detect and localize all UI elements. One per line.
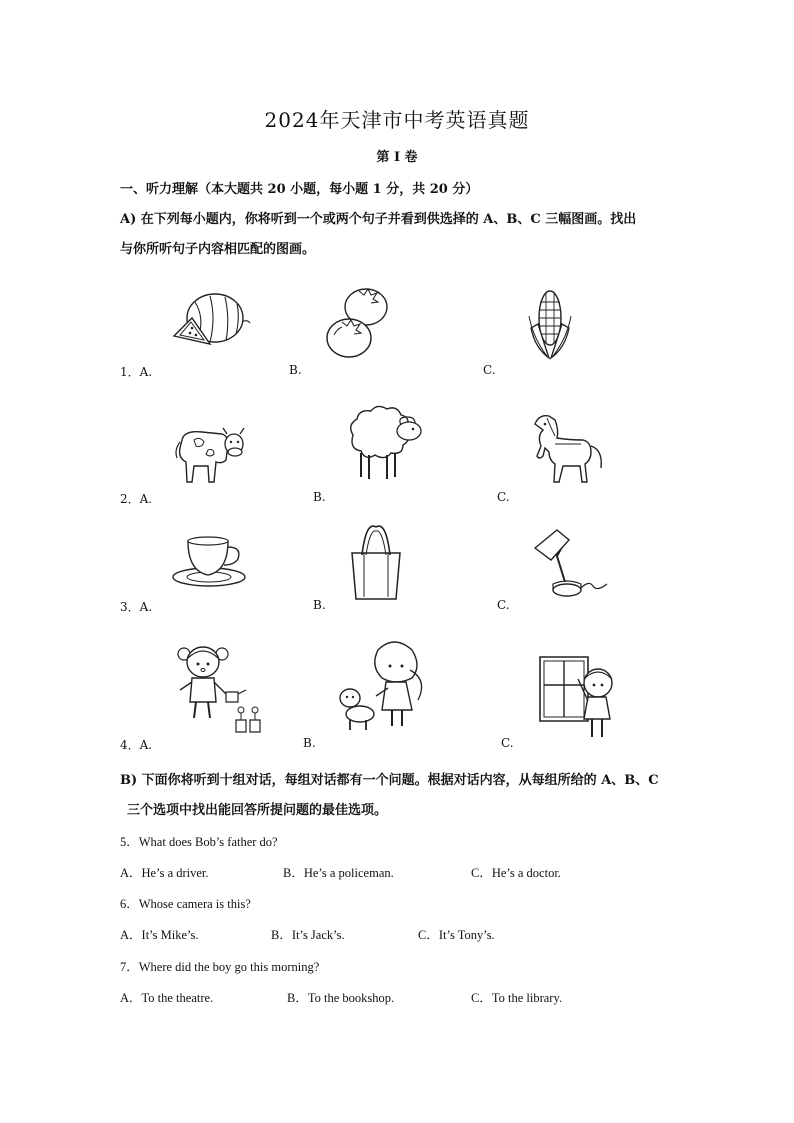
girl-feeding-dog-icon bbox=[336, 640, 436, 732]
q5-option-c: C．He’s a doctor. bbox=[471, 866, 561, 880]
q6-option-a: A．It’s Mike’s. bbox=[120, 928, 199, 942]
q3-option-b: B. bbox=[313, 598, 326, 612]
part-a-instruction-line2: 与你所听句子内容相匹配的图画。 bbox=[120, 242, 316, 257]
girl-cleaning-window-icon bbox=[538, 655, 618, 739]
q3-option-a: 3．A. bbox=[120, 600, 153, 614]
question-7: 7．Where did the boy go this morning? bbox=[120, 960, 320, 974]
q4-option-b: B. bbox=[303, 736, 316, 750]
desk-lamp-icon bbox=[527, 526, 609, 600]
q6-option-c: C．It’s Tony’s. bbox=[418, 928, 495, 942]
q2-option-c: C. bbox=[497, 490, 510, 504]
q2-option-b: B. bbox=[313, 490, 326, 504]
watermelon-icon bbox=[170, 292, 252, 354]
sheep-icon bbox=[343, 405, 425, 481]
section-heading: 一、听力理解（本大题共 20 小题，每小题 1 分，共 20 分） bbox=[120, 182, 479, 197]
q4-option-a: 4．A. bbox=[120, 738, 153, 752]
part-b-instruction-line1: B) 下面你将听到十组对话，每组对话都有一个问题。根据对话内容，从每组所给的 A、B、C bbox=[120, 773, 659, 788]
part-b-instruction-line2: 三个选项中找出能回答所提问题的最佳选项。 bbox=[127, 803, 388, 818]
q1-option-c: C. bbox=[483, 363, 496, 377]
volume-label: 第 I 卷 bbox=[376, 150, 418, 165]
q7-option-b: B．To the bookshop. bbox=[287, 991, 395, 1005]
tomatoes-icon bbox=[324, 285, 390, 359]
page-title: 2024年天津市中考英语真题 bbox=[264, 108, 530, 132]
girl-watering-flowers-icon bbox=[176, 642, 264, 736]
teacup-icon bbox=[170, 535, 248, 589]
tote-bag-icon bbox=[348, 525, 404, 603]
part-a-instruction-line1: A) 在下列每小题内，你将听到一个或两个句子并看到供选择的 A、B、C 三幅图画。找出 bbox=[120, 212, 637, 227]
q1-option-b: B. bbox=[289, 363, 302, 377]
q2-option-a: 2．A. bbox=[120, 492, 153, 506]
q7-option-a: A．To the theatre. bbox=[120, 991, 214, 1005]
cow-icon bbox=[172, 422, 246, 488]
question-6: 6．Whose camera is this? bbox=[120, 897, 251, 911]
q5-option-a: A．He’s a driver. bbox=[120, 866, 209, 880]
q5-option-b: B．He’s a policeman. bbox=[283, 866, 394, 880]
q1-option-a: 1．A. bbox=[120, 365, 153, 379]
q7-option-c: C．To the library. bbox=[471, 991, 563, 1005]
q6-option-b: B．It’s Jack’s. bbox=[271, 928, 345, 942]
q4-option-c: C. bbox=[501, 736, 514, 750]
q3-option-c: C. bbox=[497, 598, 510, 612]
corn-icon bbox=[525, 288, 575, 360]
horse-icon bbox=[525, 410, 605, 488]
question-5: 5．What does Bob’s father do? bbox=[120, 835, 278, 849]
